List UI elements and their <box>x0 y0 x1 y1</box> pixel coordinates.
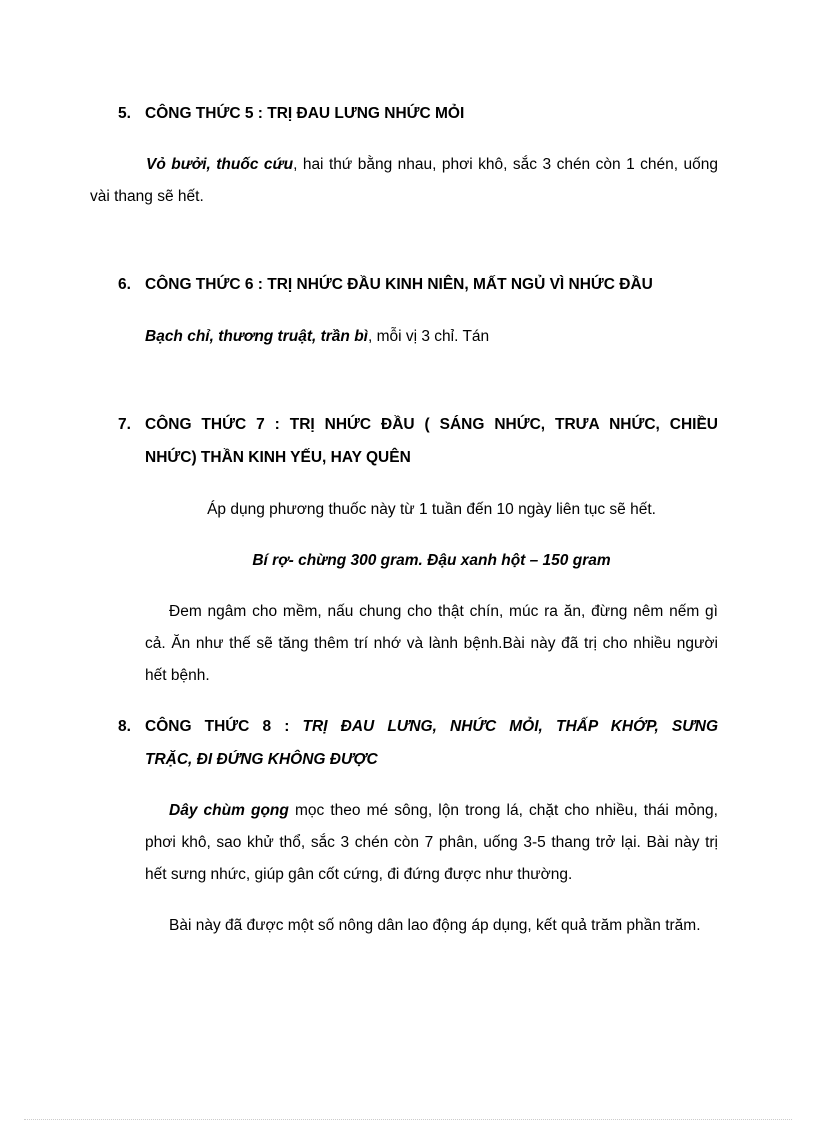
section-number: 7. <box>118 416 131 433</box>
section-7-paragraph: Đem ngâm cho mềm, nấu chung cho thật chín, múc ra ăn, đừng nêm nếm gì cả. Ăn như thế sẽ tăng thêm trí nhớ và lành bệnh.Bài này đã trị cho nhiều người hết bệnh. <box>145 603 718 684</box>
section-6-heading <box>118 268 718 301</box>
section-number: 5. <box>118 105 131 122</box>
paragraph-text: , hai thứ bằng nhau, phơi khô, sắc 3 chén còn 1 chén, uống vài thang sẽ hết. <box>90 156 718 205</box>
section-title-prefix: CÔNG THỨC 8 : <box>145 718 303 735</box>
section-5-paragraph <box>90 149 718 213</box>
section-7-intro: Áp dụng phương thuốc này từ 1 tuần đến 10 ngày liên tục sẽ hết. <box>207 501 656 518</box>
section-title-line-1: CÔNG THỨC 7 : TRỊ NHỨC ĐẦU ( SÁNG NHỨC, TRƯA NHỨC, CHIỀU <box>145 416 718 433</box>
paragraph-text: , mỗi vị 3 chỉ. Tán <box>367 328 490 345</box>
section-number: 6. <box>118 276 131 293</box>
section-7-heading <box>118 408 718 474</box>
section-title-line-1: TRỊ ĐAU LƯNG, NHỨC MỎI, THẤP KHỚP, SƯNG <box>302 718 718 735</box>
section-title-line-2: TRẶC, ĐI ĐỨNG KHÔNG ĐƯỢC <box>145 751 378 768</box>
section-8-paragraph-1 <box>145 795 718 891</box>
section-title-line-2: NHỨC) THẦN KINH YẾU, HAY QUÊN <box>145 449 411 466</box>
herb-names: Dây chùm gọng <box>169 802 289 819</box>
section-6-paragraph <box>145 321 718 353</box>
section-8-paragraph-2: Bài này đã được một số nông dân lao động áp dụng, kết quả trăm phần trăm. <box>169 917 701 934</box>
section-title: CÔNG THỨC 6 : TRỊ NHỨC ĐẦU KINH NIÊN, MẤT NGỦ VÌ NHỨC ĐẦU <box>145 276 653 293</box>
section-5-heading <box>118 97 718 130</box>
section-number: 8. <box>118 718 131 735</box>
page-bottom-border <box>24 1119 792 1120</box>
herb-names: Vỏ bưởi, thuốc cứu <box>146 156 294 173</box>
herb-names: Bạch chỉ, thương truật, trần bì <box>145 328 368 345</box>
paragraph-text: mọc theo mé sông, lộn trong lá, chặt cho nhiều, thái mỏng, phơi khô, sao khử thổ, sắc 3 chén còn 7 phân, uống 3-5 thang trở lại. Bài này trị hết sưng nhức, giúp gân cốt cứng, đi đứng được như thường. <box>145 802 718 883</box>
section-7-recipe: Bí rợ- chừng 300 gram. Đậu xanh hột – 150 gram <box>252 552 611 569</box>
section-title: CÔNG THỨC 5 : TRỊ ĐAU LƯNG NHỨC MỎI <box>145 105 465 122</box>
section-8-heading <box>118 710 718 776</box>
